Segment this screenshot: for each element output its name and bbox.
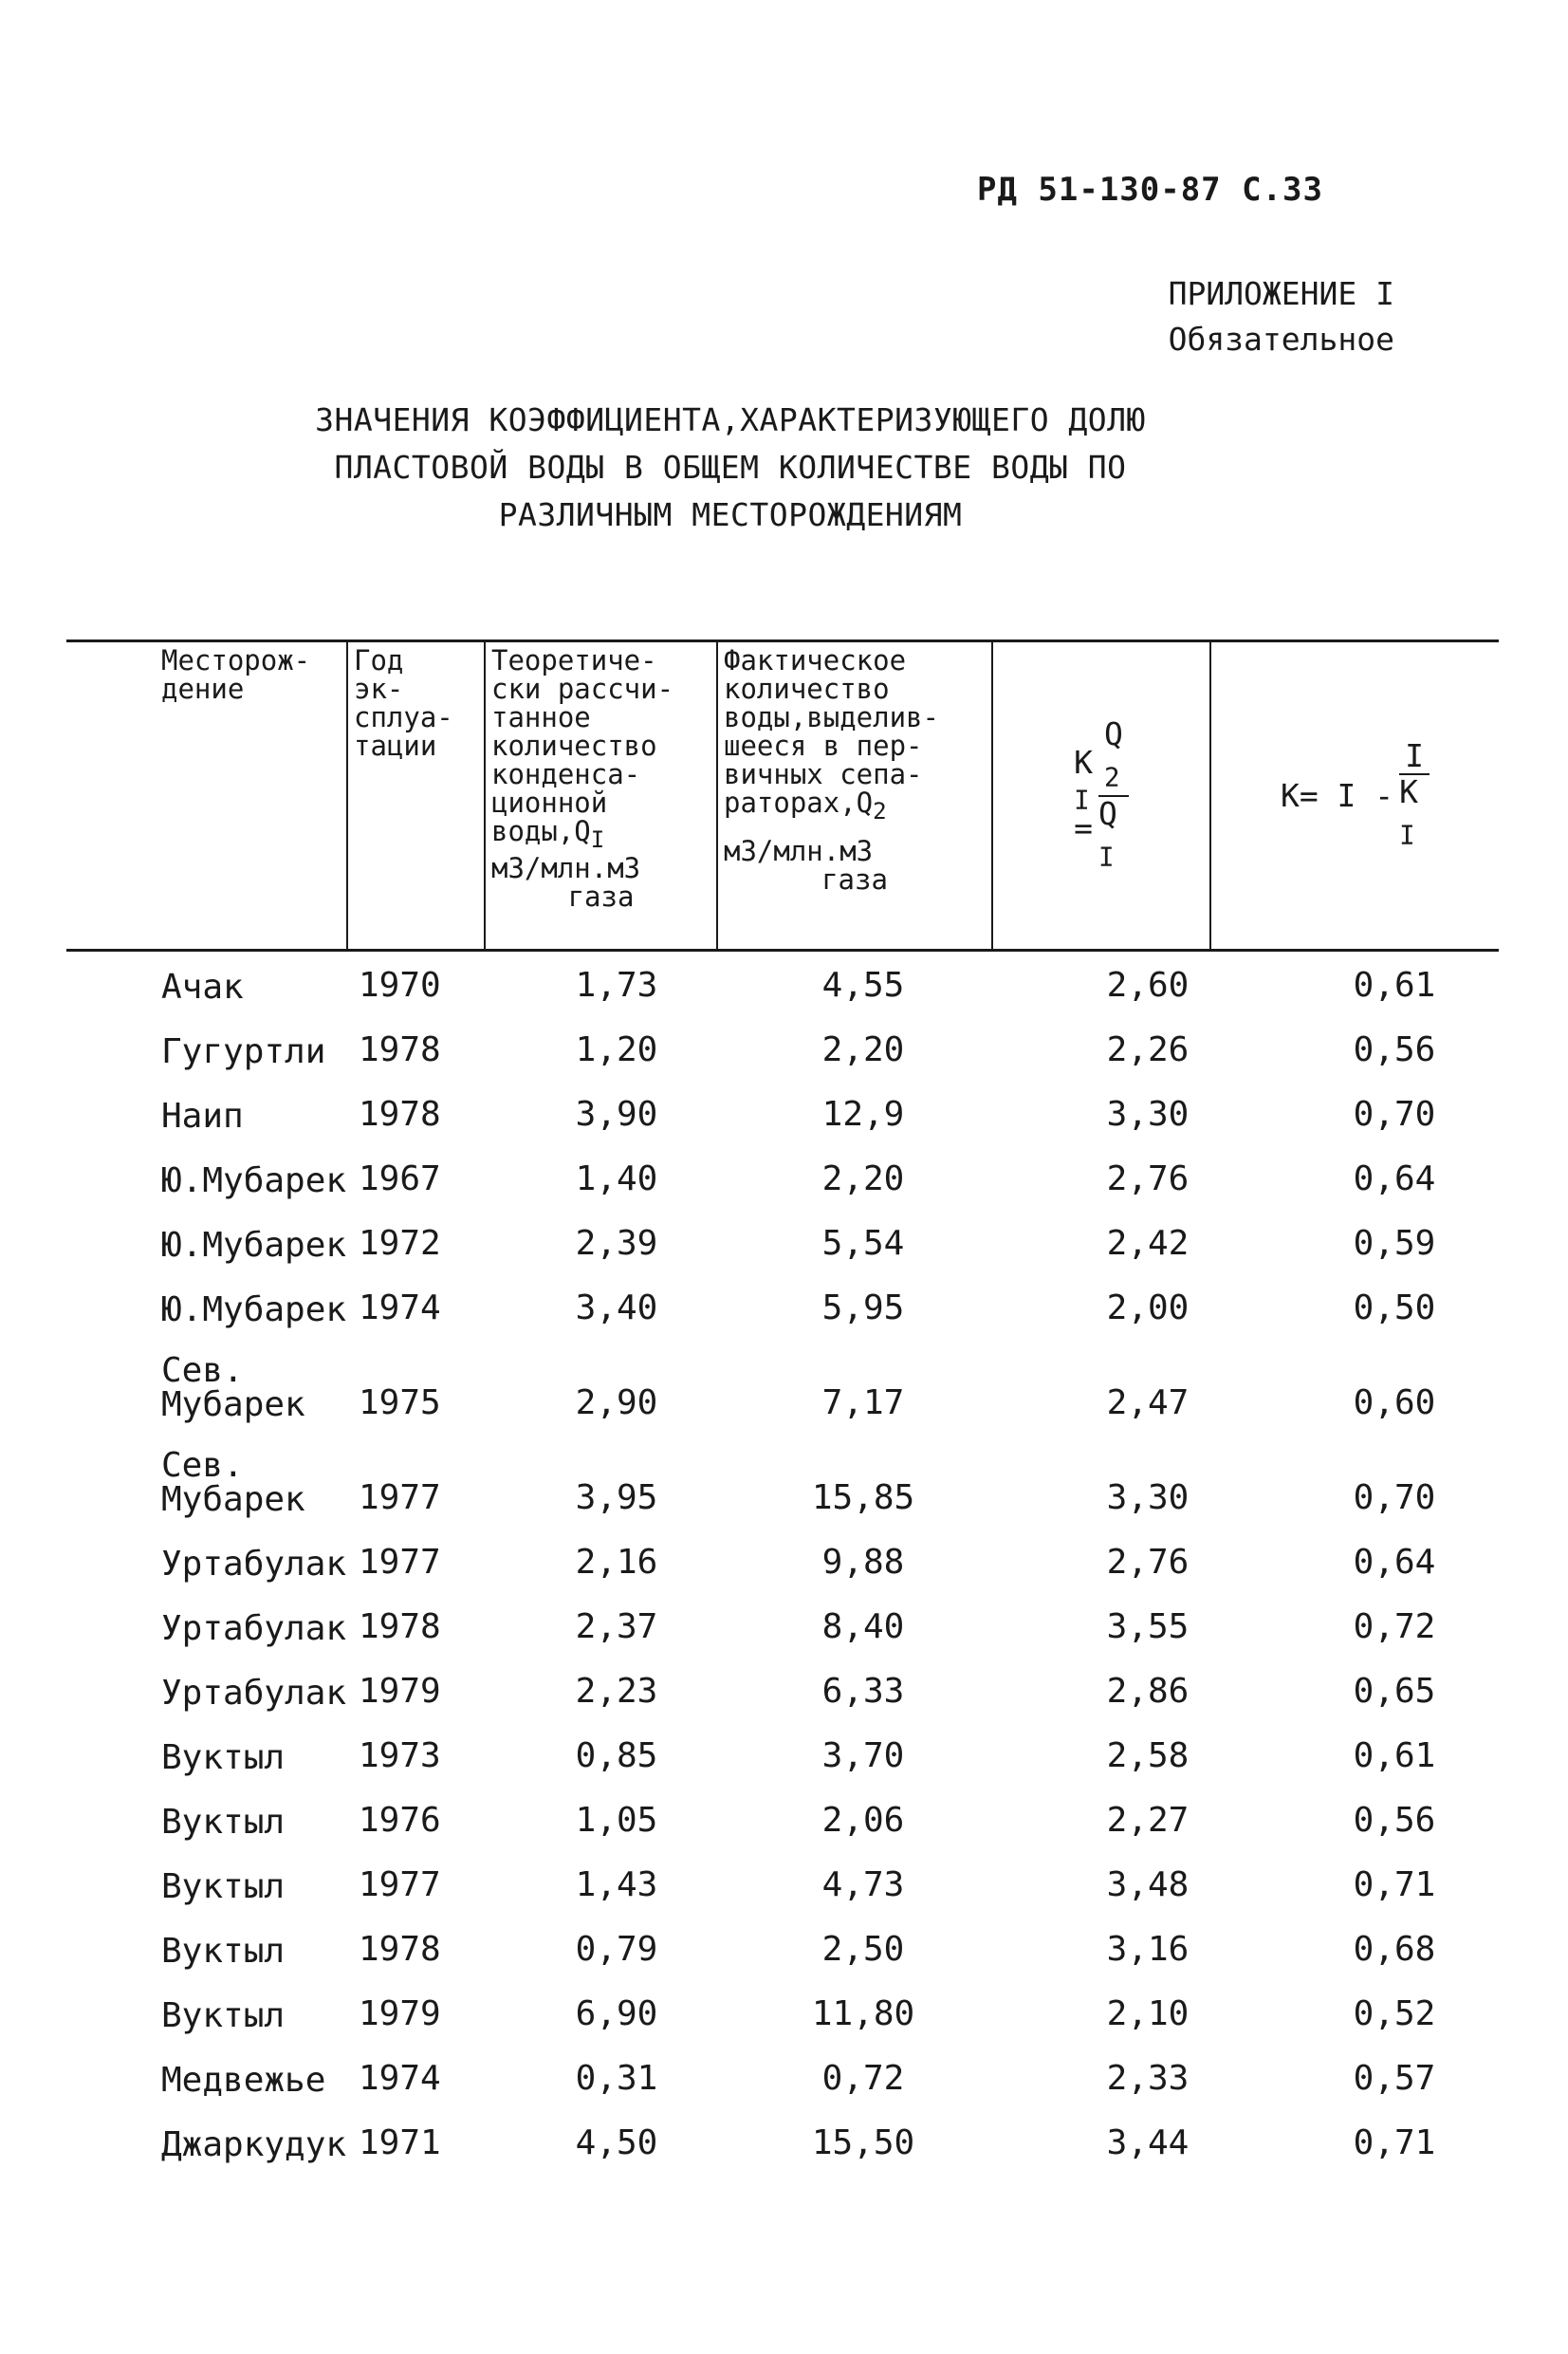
table-row bbox=[66, 1274, 1499, 1339]
cell-k: 0,56 bbox=[1353, 1030, 1436, 1069]
header-k1-formula bbox=[991, 642, 1209, 949]
cell-q2: 5,95 bbox=[821, 1288, 905, 1327]
cell-k: 0,61 bbox=[1353, 1736, 1436, 1775]
table-row bbox=[66, 2045, 1499, 2109]
cell-k1: 2,10 bbox=[1106, 1994, 1190, 2033]
cell-k1: 3,44 bbox=[1106, 2123, 1190, 2162]
cell-k: 0,57 bbox=[1353, 2059, 1436, 2098]
cell-year: 1970 bbox=[359, 966, 441, 1005]
header-text: вичных сепа- bbox=[724, 758, 923, 790]
cell-k1: 2,27 bbox=[1106, 1801, 1190, 1840]
header-subscript: I bbox=[590, 825, 605, 853]
cell-k1: 2,47 bbox=[1106, 1383, 1190, 1422]
appendix-label: ПРИЛОЖЕНИЕ I bbox=[1168, 275, 1394, 312]
cell-year: 1978 bbox=[359, 1095, 441, 1134]
cell-q2: 2,20 bbox=[821, 1159, 905, 1198]
header-text: дение bbox=[161, 673, 245, 705]
cell-q1: 0,79 bbox=[575, 1930, 658, 1969]
header-text: Фактическое bbox=[724, 644, 907, 677]
cell-q2: 2,06 bbox=[821, 1801, 905, 1840]
cell-q1: 2,90 bbox=[575, 1383, 658, 1422]
table-row bbox=[66, 1787, 1499, 1851]
header-text: воды,Q bbox=[491, 815, 591, 847]
cell-field: Уртабулак bbox=[161, 1545, 347, 1584]
table-row bbox=[66, 1081, 1499, 1145]
cell-q1: 3,40 bbox=[575, 1288, 658, 1327]
formula-subscript: I bbox=[1399, 820, 1415, 851]
formula-numerator bbox=[1098, 714, 1129, 797]
header-text: ски рассчи- bbox=[491, 673, 674, 705]
formula-subscript: 2 bbox=[1104, 762, 1120, 793]
header-text: количество bbox=[724, 673, 890, 705]
cell-q1: 1,73 bbox=[575, 966, 658, 1005]
cell-field: Медвежье bbox=[161, 2061, 326, 2100]
cell-q2: 9,88 bbox=[821, 1543, 905, 1582]
cell-k1: 2,42 bbox=[1106, 1224, 1190, 1263]
header-text: м3/млн.м3 bbox=[724, 834, 874, 867]
table-row bbox=[66, 1658, 1499, 1722]
header-text: шееся в пер- bbox=[724, 730, 923, 762]
cell-k1: 2,33 bbox=[1106, 2059, 1190, 2098]
cell-q2: 15,85 bbox=[811, 1478, 915, 1517]
cell-k: 0,70 bbox=[1353, 1095, 1436, 1134]
title-line: ЗНАЧЕНИЯ КОЭФФИЦИЕНТА,ХАРАКТЕРИЗУЮЩЕГО ДОЛЮ bbox=[315, 401, 1146, 438]
cell-field: Уртабулак bbox=[161, 1674, 347, 1713]
cell-k: 0,60 bbox=[1353, 1383, 1436, 1422]
cell-year: 1975 bbox=[359, 1383, 441, 1422]
cell-k1: 2,26 bbox=[1106, 1030, 1190, 1069]
formula-lhs bbox=[1074, 743, 1093, 847]
formula-symbol: Q bbox=[1104, 714, 1123, 752]
cell-field: Уртабулак bbox=[161, 1609, 347, 1648]
header-text bbox=[724, 788, 986, 825]
table-row bbox=[66, 1339, 1499, 1434]
header-text: Месторож- bbox=[161, 644, 311, 677]
cell-year: 1977 bbox=[359, 1865, 441, 1904]
formula-symbol: K bbox=[1399, 772, 1419, 810]
table-row bbox=[66, 1434, 1499, 1529]
title-line: ПЛАСТОВОЙ ВОДЫ В ОБЩЕМ КОЛИЧЕСТВЕ ВОДЫ ПО bbox=[334, 449, 1127, 486]
cell-field: Ю.Мубарек bbox=[161, 1290, 347, 1329]
cell-field-line: Сев. bbox=[161, 1351, 244, 1390]
header-text: газа bbox=[567, 880, 635, 913]
formula-equals: = bbox=[1074, 809, 1093, 847]
cell-field: Вуктыл bbox=[161, 1738, 286, 1777]
cell-field: Вуктыл bbox=[161, 1996, 286, 2035]
cell-q1: 1,05 bbox=[575, 1801, 658, 1840]
cell-year: 1978 bbox=[359, 1607, 441, 1646]
appendix-status: Обязательное bbox=[1168, 321, 1394, 358]
formula-symbol: Q bbox=[1098, 794, 1117, 832]
cell-q2: 4,55 bbox=[821, 966, 905, 1005]
cell-q1: 0,85 bbox=[575, 1736, 658, 1775]
header-text: м3/млн.м3 bbox=[491, 851, 641, 884]
cell-field: Наип bbox=[161, 1097, 244, 1136]
header-text: количество bbox=[491, 730, 657, 762]
cell-year: 1979 bbox=[359, 1994, 441, 2033]
header-text: Год bbox=[354, 644, 404, 677]
formula-subscript: I bbox=[1098, 842, 1115, 873]
cell-k: 0,71 bbox=[1353, 1865, 1436, 1904]
cell-k1: 3,48 bbox=[1106, 1865, 1190, 1904]
cell-k: 0,72 bbox=[1353, 1607, 1436, 1646]
cell-year: 1976 bbox=[359, 1801, 441, 1840]
table-row bbox=[66, 1145, 1499, 1210]
formula-denominator bbox=[1399, 772, 1430, 853]
cell-q1: 4,50 bbox=[575, 2123, 658, 2162]
cell-q1: 2,23 bbox=[575, 1672, 658, 1711]
cell-k: 0,64 bbox=[1353, 1543, 1436, 1582]
cell-q2: 8,40 bbox=[821, 1607, 905, 1646]
cell-q1: 3,95 bbox=[575, 1478, 658, 1517]
formula-fraction bbox=[1399, 736, 1430, 853]
cell-k: 0,59 bbox=[1353, 1224, 1436, 1263]
header-actual bbox=[716, 642, 991, 949]
header-text: тации bbox=[354, 730, 437, 762]
cell-field: Вуктыл bbox=[161, 1867, 286, 1906]
cell-field: Ю.Мубарек bbox=[161, 1226, 347, 1265]
cell-year: 1979 bbox=[359, 1672, 441, 1711]
formula-numerator: I bbox=[1399, 739, 1430, 775]
header-text: воды,выделив- bbox=[724, 701, 939, 733]
cell-year: 1978 bbox=[359, 1030, 441, 1069]
cell-q1: 2,39 bbox=[575, 1224, 658, 1263]
cell-year: 1974 bbox=[359, 2059, 441, 2098]
cell-k: 0,70 bbox=[1353, 1478, 1436, 1517]
title-line: РАЗЛИЧНЫМ МЕСТОРОЖДЕНИЯМ bbox=[498, 496, 963, 533]
cell-k: 0,64 bbox=[1353, 1159, 1436, 1198]
header-text: сплуа- bbox=[354, 701, 453, 733]
cell-year: 1971 bbox=[359, 2123, 441, 2162]
table-header bbox=[66, 639, 1499, 952]
header-k-formula bbox=[1209, 642, 1499, 949]
header-subscript: 2 bbox=[873, 797, 887, 825]
cell-field: Вуктыл bbox=[161, 1803, 286, 1842]
table-row bbox=[66, 1722, 1499, 1787]
cell-year: 1972 bbox=[359, 1224, 441, 1263]
cell-year: 1977 bbox=[359, 1543, 441, 1582]
table-row bbox=[66, 952, 1499, 1016]
cell-year: 1974 bbox=[359, 1288, 441, 1327]
cell-year: 1973 bbox=[359, 1736, 441, 1775]
cell-k: 0,56 bbox=[1353, 1801, 1436, 1840]
cell-k1: 2,76 bbox=[1106, 1159, 1190, 1198]
cell-q2: 6,33 bbox=[821, 1672, 905, 1711]
cell-year: 1967 bbox=[359, 1159, 441, 1198]
header-text bbox=[491, 817, 710, 854]
table-row bbox=[66, 1851, 1499, 1916]
cell-q2: 7,17 bbox=[821, 1383, 905, 1422]
header-text: газа bbox=[821, 862, 888, 896]
table-body bbox=[66, 952, 1499, 2174]
header-text: конденса- bbox=[491, 758, 641, 790]
cell-field-line: Мубарек bbox=[161, 1480, 305, 1519]
cell-year: 1977 bbox=[359, 1478, 441, 1517]
cell-q1: 3,90 bbox=[575, 1095, 658, 1134]
cell-field-line: Сев. bbox=[161, 1446, 244, 1485]
cell-q2: 12,9 bbox=[821, 1095, 905, 1134]
data-table bbox=[66, 639, 1499, 2174]
cell-q2: 0,72 bbox=[821, 2059, 905, 2098]
formula-denominator bbox=[1098, 794, 1129, 875]
header-theoretical bbox=[484, 642, 716, 949]
cell-k1: 2,60 bbox=[1106, 966, 1190, 1005]
formula-lhs: K= I - bbox=[1280, 776, 1394, 814]
formula-subscript: I bbox=[1074, 785, 1090, 816]
page-id: РД 51-130-87 С.33 bbox=[977, 171, 1323, 209]
cell-k1: 2,58 bbox=[1106, 1736, 1190, 1775]
cell-k: 0,65 bbox=[1353, 1672, 1436, 1711]
cell-k: 0,71 bbox=[1353, 2123, 1436, 2162]
cell-q2: 4,73 bbox=[821, 1865, 905, 1904]
header-year bbox=[346, 642, 484, 949]
header-text: Теоретиче- bbox=[491, 644, 657, 677]
cell-k: 0,52 bbox=[1353, 1994, 1436, 2033]
table-row bbox=[66, 1980, 1499, 2045]
cell-q2: 5,54 bbox=[821, 1224, 905, 1263]
header-field bbox=[66, 642, 346, 949]
header-text: танное bbox=[491, 701, 591, 733]
header-text: раторах,Q bbox=[724, 787, 874, 819]
cell-q1: 1,20 bbox=[575, 1030, 658, 1069]
cell-year: 1978 bbox=[359, 1930, 441, 1969]
cell-k1: 2,76 bbox=[1106, 1543, 1190, 1582]
cell-q1: 2,37 bbox=[575, 1607, 658, 1646]
cell-field: Гугуртли bbox=[161, 1032, 326, 1071]
table-row bbox=[66, 1210, 1499, 1274]
cell-q1: 1,40 bbox=[575, 1159, 658, 1198]
formula-symbol: K bbox=[1074, 743, 1093, 781]
cell-q2: 2,20 bbox=[821, 1030, 905, 1069]
cell-q1: 2,16 bbox=[575, 1543, 658, 1582]
appendix-block bbox=[1169, 271, 1394, 362]
header-text: эк- bbox=[354, 673, 404, 705]
header-text: ционной bbox=[491, 787, 608, 819]
cell-field-line: Мубарек bbox=[161, 1385, 305, 1424]
cell-k1: 3,30 bbox=[1106, 1095, 1190, 1134]
cell-k1: 3,30 bbox=[1106, 1478, 1190, 1517]
cell-field: Ачак bbox=[161, 968, 244, 1007]
cell-q2: 11,80 bbox=[811, 1994, 915, 2033]
formula-fraction bbox=[1098, 714, 1129, 874]
cell-k: 0,61 bbox=[1353, 966, 1436, 1005]
table-row bbox=[66, 1593, 1499, 1658]
cell-field: Джаркудук bbox=[161, 2125, 347, 2164]
cell-q1: 0,31 bbox=[575, 2059, 658, 2098]
cell-k1: 2,86 bbox=[1106, 1672, 1190, 1711]
cell-field: Вуктыл bbox=[161, 1932, 286, 1971]
cell-k1: 3,16 bbox=[1106, 1930, 1190, 1969]
document-title bbox=[285, 397, 1176, 539]
cell-field: Ю.Мубарек bbox=[161, 1161, 347, 1200]
table-row bbox=[66, 1016, 1499, 1081]
cell-q1: 1,43 bbox=[575, 1865, 658, 1904]
cell-k1: 3,55 bbox=[1106, 1607, 1190, 1646]
cell-q1: 6,90 bbox=[575, 1994, 658, 2033]
table-row bbox=[66, 1916, 1499, 1980]
cell-q2: 2,50 bbox=[821, 1930, 905, 1969]
cell-k: 0,68 bbox=[1353, 1930, 1436, 1969]
cell-k1: 2,00 bbox=[1106, 1288, 1190, 1327]
cell-k: 0,50 bbox=[1353, 1288, 1436, 1327]
cell-q2: 3,70 bbox=[821, 1736, 905, 1775]
cell-q2: 15,50 bbox=[811, 2123, 915, 2162]
table-row bbox=[66, 2109, 1499, 2174]
table-row bbox=[66, 1529, 1499, 1593]
